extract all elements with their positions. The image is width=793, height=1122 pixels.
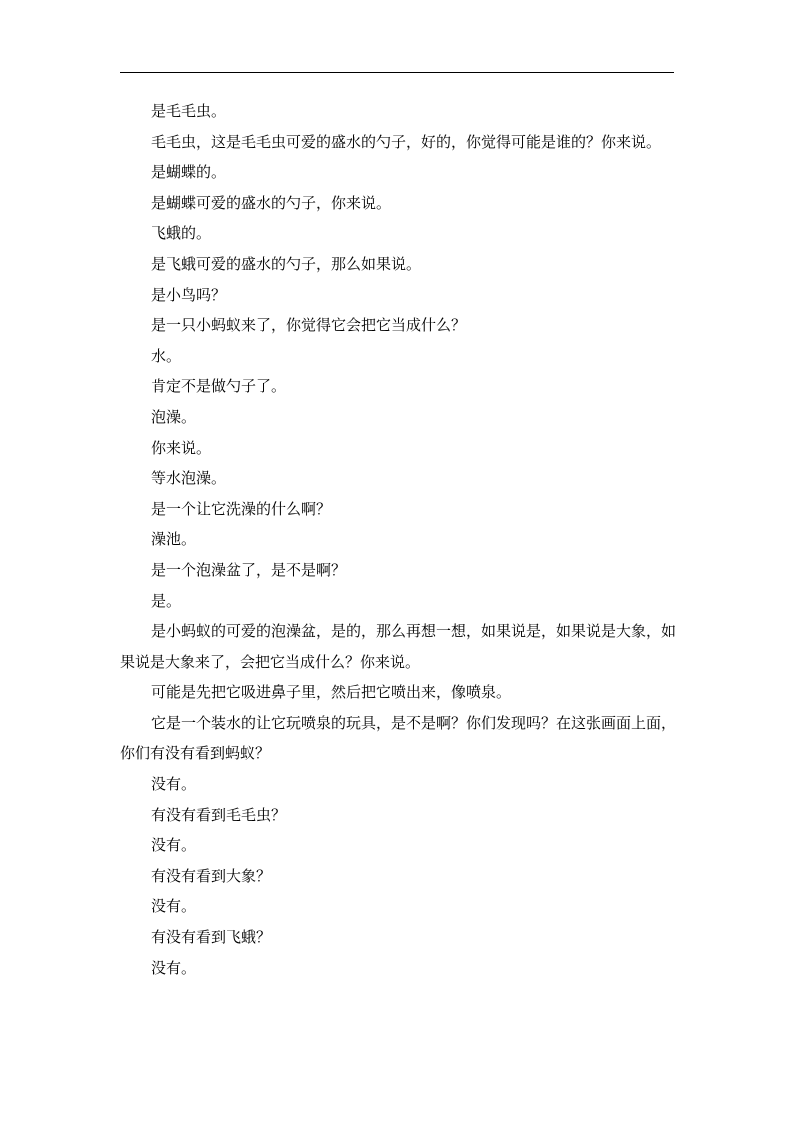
document-body [120,96,676,983]
paragraph: 没有。 [151,775,197,794]
paragraph: 是蝴蝶的。 [151,163,227,182]
paragraph: 是蝴蝶可爱的盛水的勺子，你来说。 [151,193,392,212]
paragraph: 是毛毛虫。 [151,102,227,120]
paragraph: 泡澡。 [151,407,197,426]
paragraph: 是飞蛾可爱的盛水的勺子，那么如果说。 [151,254,422,273]
paragraph: 没有。 [151,958,197,977]
paragraph: 是小鸟吗？ [151,285,227,304]
paragraph: 等水泡澡。 [151,469,227,488]
paragraph: 是小蚂蚁的可爱的泡澡盆，是的，那么再想一想，如果说是，如果说是大象，如果说是大象来了，会把它当成什么？你来说。 [120,622,677,671]
paragraph: 没有。 [151,836,197,855]
paragraph: 毛毛虫，这是毛毛虫可爱的盛水的勺子，好的，你觉得可能是谁的？你来说。 [151,132,662,151]
paragraph: 你来说。 [151,438,212,457]
paragraph: 有没有看到飞蛾？ [151,928,272,947]
paragraph: 是一个让它洗澡的什么啊？ [151,499,332,518]
paragraph: 有没有看到大象？ [151,866,272,885]
paragraph: 是一个泡澡盆了，是不是啊？ [151,560,347,579]
paragraph: 飞蛾的。 [151,224,212,243]
paragraph: 是一只小蚂蚁来了，你觉得它会把它当成什么？ [151,316,467,335]
paragraph: 它是一个装水的让它玩喷泉的玩具，是不是啊？你们发现吗？在这张画面上面，你们有没有看到蚂蚁？ [120,713,677,763]
paragraph: 没有。 [151,897,197,916]
paragraph: 肯定不是做勺子了。 [151,377,287,396]
paragraph: 是。 [151,591,182,610]
paragraph: 可能是先把它吸进鼻子里，然后把它喷出来，像喷泉。 [151,683,512,702]
header-rule [120,72,674,73]
paragraph: 有没有看到毛毛虫？ [151,805,287,824]
paragraph: 水。 [151,346,182,365]
paragraph: 澡池。 [151,530,197,549]
